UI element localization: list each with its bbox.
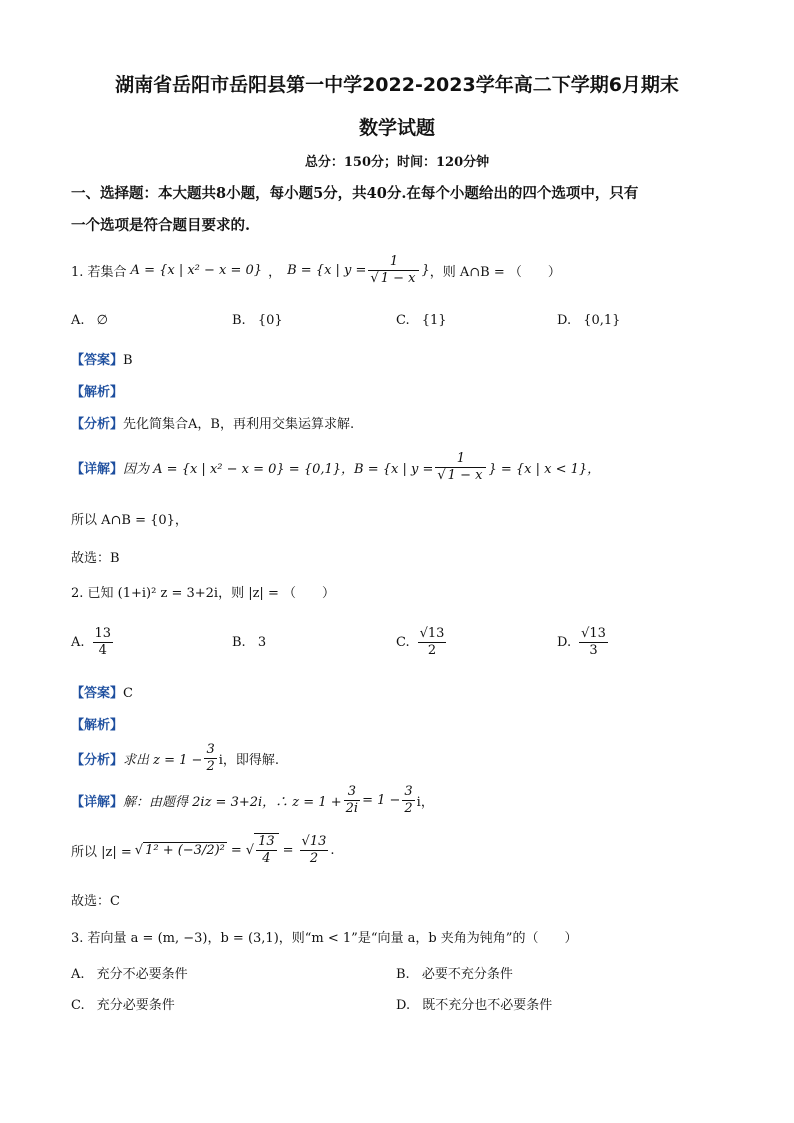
q1-choose: 故选：B	[71, 551, 120, 566]
section-heading: 一、选择题：本大题共8小题，每小题5分，共40分.在每个小题给出的四个选项中，只有	[71, 185, 639, 202]
q1-analysis: 【分析】先化简集合A，B，再利用交集运算求解.	[71, 417, 355, 432]
q1-detail-fraction: $\frac{1}{√ 1 - x}$	[435, 451, 486, 484]
q1-stem: 1. 若集合 A = {x | x² − x = 0} ， B = {x | y = $\frac{1}{√ 1 - x}$ } ，则 A∩B = （ ）	[71, 253, 561, 286]
page-title: 湖南省岳阳市岳阳县第一中学2022-2023学年高二下学期6月期末	[115, 74, 679, 96]
q1-option-d[interactable]: D. {0,1}	[557, 313, 621, 328]
q3-option-a[interactable]: A. 充分不必要条件	[71, 967, 188, 982]
q3-option-b[interactable]: B. 必要不充分条件	[396, 967, 513, 982]
q1-so: 所以 A∩B = {0}，	[71, 513, 188, 528]
q2-so: 所以 |z| = √ 1² + (−3/2)² = √ $\frac{13}{4}$ = $\frac{√13}{2}$ .	[71, 833, 335, 866]
q2-jiexi: 【解析】	[71, 718, 124, 733]
q1-option-c[interactable]: C. {1}	[396, 313, 447, 328]
q1-set-b-fraction: $\frac{1}{√ 1 - x}$	[368, 254, 419, 287]
q1-set-b: B = {x | y =	[287, 262, 367, 278]
q2-option-b[interactable]: B. 3	[232, 635, 267, 650]
q3-option-c[interactable]: C. 充分必要条件	[71, 998, 175, 1013]
q2-answer: 【答案】C	[71, 686, 133, 701]
page-subtitle: 数学试题	[358, 117, 435, 139]
q3-option-d[interactable]: D. 既不充分也不必要条件	[396, 998, 553, 1013]
section-heading-cont: 一个选项是符合题目要求的.	[71, 217, 251, 234]
q1-option-a[interactable]: A. ∅	[71, 313, 108, 328]
q1-answer: 【答案】B	[71, 353, 133, 368]
q1-question: ，则 A∩B = （ ）	[429, 264, 561, 280]
q1-detail: 【详解】 因为 A = {x | x² − x = 0} = {0,1}，B = {x | y = $\frac{1}{√ 1 - x}$ } = {x | x < 1}，	[71, 450, 601, 483]
q2-stem: 2. 已知 (1+i)² z = 3+2i，则 |z| = （ ）	[71, 586, 335, 601]
q1-set-a: A = {x | x² − x = 0}	[130, 262, 263, 278]
q1-number: 1. 若集合	[71, 264, 127, 280]
q2-choose: 故选：C	[71, 894, 120, 909]
q1-option-b[interactable]: B. {0}	[232, 313, 283, 328]
q2-detail: 【详解】 解：由题得 2iz = 3+2i，∴ z = 1 + $\frac{3}{2i}$ = 1 − $\frac{3}{2}$ i，	[71, 783, 434, 816]
q2-option-d[interactable]: D. $\frac{√13}{3}$	[557, 626, 606, 658]
q1-jiexi: 【解析】	[71, 385, 124, 400]
exam-meta: 总分：150分；时间：120分钟	[304, 155, 490, 170]
q3-stem: 3. 若向量 a = (m, −3)，b = (3,1)，则“m < 1”是“向量 a，b 夹角为钝角”的（ ）	[71, 931, 578, 946]
q2-option-c[interactable]: C. $\frac{√13}{2}$	[396, 626, 445, 658]
q2-option-a[interactable]: A. $\frac{13}{4}$	[71, 626, 112, 658]
q2-analysis: 【分析】 求出 z = 1 − $\frac{3}{2}$ i，即得解.	[71, 741, 280, 774]
